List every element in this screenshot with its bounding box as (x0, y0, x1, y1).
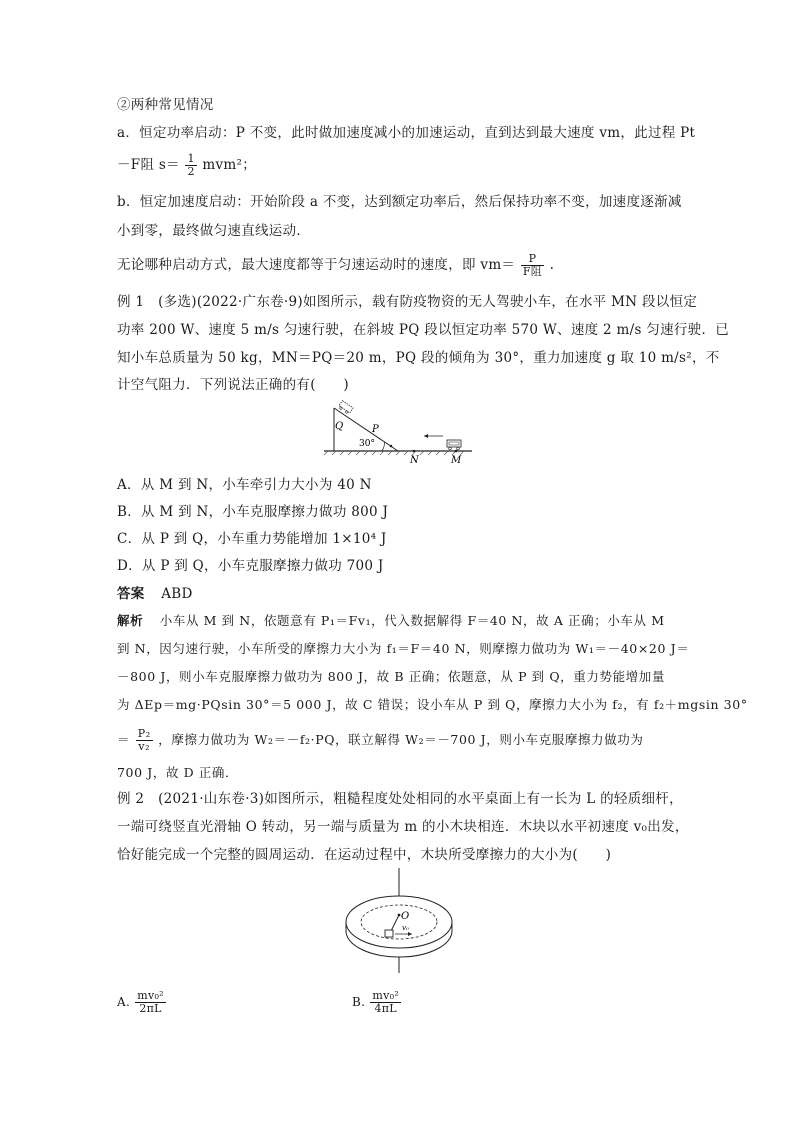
option-b-fraction (370, 990, 401, 1015)
summary-end: . (549, 257, 555, 273)
case-a-continuation (117, 153, 256, 178)
wood-block-icon (385, 930, 393, 937)
analysis-fraction (136, 728, 153, 753)
table-top (346, 896, 452, 948)
example2-line-3: 恰好能完成一个完整的圆周运动．在运动过程中，木块所受摩擦力的大小为( ) (117, 847, 612, 863)
section-heading: ②两种常见情况 (117, 97, 214, 113)
case-b-line-2: 小到零，最终做匀速直线运动． (117, 223, 311, 239)
example1-line-2: 功率 200 W、速度 5 m/s 匀速行驶，在斜坡 PQ 段以恒定功率 570 W、速度 2 m/s 匀速行驶．已 (117, 322, 730, 338)
fraction-denominator: v₂ (138, 740, 151, 753)
summary-line (117, 253, 554, 278)
label-v0: v₀ (402, 924, 409, 932)
slope-track-figure (320, 400, 480, 468)
fraction-numerator: mv₀² (137, 989, 164, 1002)
answer-label: 答案 (117, 586, 145, 602)
option-b-label: B. (352, 995, 366, 1009)
example2-option-b (352, 990, 402, 1015)
point-p-marker (390, 445, 393, 448)
direction-arrow-icon (424, 434, 443, 438)
circular-table-figure (340, 866, 460, 976)
option-d: D．从 P 到 Q，小车克服摩擦力做功 700 J (117, 558, 384, 574)
analysis-text-5: ，摩擦力做功为 W₂＝－f₂·PQ，联立解得 W₂＝－700 J，则小车克服摩擦力做功为 (158, 732, 644, 747)
option-a-fraction (135, 990, 166, 1015)
option-b: B．从 M 到 N，小车克服摩擦力做功 800 J (117, 504, 389, 520)
point-m-marker (455, 450, 458, 453)
ground-hatch (324, 451, 464, 455)
analysis-line-4: 为 ΔEp＝mg·PQsin 30°＝5 000 J，故 C 错误；设小车从 P 到 Q，摩擦力大小为 f₂，有 f₂＋mgsin 30° (117, 697, 748, 712)
car-on-track-icon (447, 440, 461, 450)
analysis-label: 解析 (117, 613, 144, 628)
angle-arc (382, 442, 385, 451)
fraction-numerator: P (521, 253, 544, 266)
option-a: A．从 M 到 N，小车牵引力大小为 40 N (117, 477, 372, 493)
example1-line-3: 知小车总质量为 50 kg，MN＝PQ＝20 m，PQ 段的倾角为 30°，重力加速度 g 取 10 m/s²，不 (117, 350, 720, 366)
summary-fraction (521, 253, 544, 278)
analysis-line-5 (117, 728, 643, 753)
case-b-line-1: b．恒定加速度启动：开始阶段 a 不变，达到额定功率后，然后保持功率不变，加速度逐渐减 (117, 194, 682, 210)
label-m: M (451, 455, 462, 466)
label-p: P (372, 424, 379, 435)
example1-line-4: 计空气阻力．下列说法正确的有( ) (117, 377, 349, 393)
fraction-denominator: 2πL (139, 1002, 162, 1015)
fraction-denominator: F阻 (522, 265, 543, 278)
summary-text: 无论哪种启动方式，最大速度都等于匀速运动时的速度，即 vm＝ (117, 257, 516, 273)
example1-line-1: 例 1 (多选)(2022·广东卷·9)如图所示，载有防疫物资的无人驾驶小车，在水平 MN 段以恒定 (117, 294, 698, 310)
case-a-formula: －F阻 s＝ (117, 157, 180, 173)
analysis-equals: ＝ (117, 732, 131, 747)
analysis-text-1: 小车从 M 到 N，依题意有 P₁＝Fv₁，代入数据解得 F＝40 N，故 A 正确；小车从 M (159, 613, 665, 628)
option-c: C．从 P 到 Q，小车重力势能增加 1×10⁴ J (117, 531, 387, 547)
case-a-line: a．恒定功率启动：P 不变，此时做加速度减小的加速运动，直到达到最大速度 vm，此过程 Pt (117, 125, 696, 141)
answer-value: ABD (161, 586, 193, 602)
fraction-numerator: mv₀² (372, 989, 400, 1002)
case-a-tail: mvm²； (202, 157, 257, 173)
example2-option-a (117, 990, 167, 1015)
fraction-numerator: 1 (187, 152, 195, 165)
example2-line-2: 一端可绕竖直光滑轴 O 转动，另一端与质量为 m 的小木块相连．木块以水平初速度 v₀出发， (117, 819, 689, 835)
analysis-line-1 (117, 612, 665, 630)
point-n-marker (413, 450, 416, 453)
label-q: Q (335, 421, 344, 432)
label-o: O (401, 911, 410, 922)
fraction-denominator: 2 (187, 165, 195, 178)
analysis-line-6: 700 J，故 D 正确． (117, 765, 239, 780)
case-a-fraction (185, 153, 196, 178)
label-angle: 30° (359, 439, 375, 449)
fraction-denominator: 4πL (374, 1002, 397, 1015)
answer-line (117, 585, 193, 603)
example2-line-1: 例 2 (2021·山东卷·3)如图所示，粗糙程度处处相同的水平桌面上有一长为 L 的轻质细杆， (117, 791, 683, 807)
analysis-line-3: －800 J，则小车克服摩擦力做功为 800 J，故 B 正确；依题意，从 P 到 Q，重力势能增加量 (117, 669, 665, 684)
fraction-numerator: P₂ (137, 727, 151, 740)
analysis-line-2: 到 N，因匀速行驶，小车所受的摩擦力大小为 f₁＝F＝40 N，则摩擦力做功为 W₁＝－40×20 J＝ (117, 641, 690, 656)
option-a-label: A. (117, 995, 131, 1009)
label-n: N (410, 455, 419, 466)
